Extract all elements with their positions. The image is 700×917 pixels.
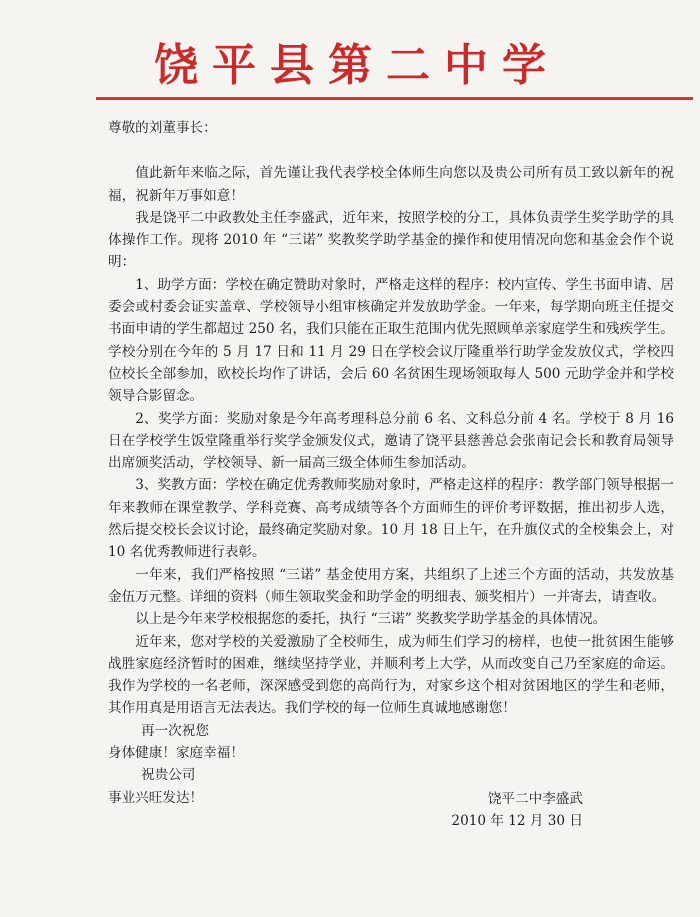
paragraph-student-aid: 1、助学方面：学校在确定赞助对象时，严格走这样的程序：校内宣传、学生书面申请、居委会或村委会证实盖章、学校领导小组审核确定并发放助学金。一年来，每学期向班主任提交书面申请的学生都超过 250 名，我们只能在正取生范围内优先照顾单亲家庭学生和残疾学生。学校分别在今年的 5 月 17 日和 11 月 29 日在学校会议厅隆重举行助学金发放仪式，学校四位校长全部参加，欧校长均作了讲话，会后 60 名贫困生现场领取每人 500 元助学金并和学校领导合影留念。	[108, 276, 674, 405]
closing-health-line: 身体健康！家庭幸福！	[108, 745, 244, 762]
closing-wish-line: 再一次祝您	[141, 722, 209, 739]
paragraph-scholarship: 2、奖学方面：奖励对象是今年高考理科总分前 6 名、文科总分前 4 名。学校于 8 月 16 日在学校学生饭堂隆重举行奖学金颁发仪式，邀请了饶平县慈善总会张南记会长和教育局领导出席颁奖活动，学校领导、新一届高三级全体师生参加活动。	[108, 410, 674, 472]
letterhead-divider	[96, 97, 693, 100]
sender-name: 饶平二中李盛武	[487, 791, 583, 807]
closing-prosperity-line: 事业兴旺发达！	[108, 789, 204, 806]
paragraph-thanks: 近年来，您对学校的关爱激励了全校师生，成为师生们学习的榜样，也使一批贫困生能够战胜家庭经济暂时的困难，继续坚持学业，并顺利考上大学，从而改变自己乃至家庭的命运。我作为学校的一名老师，深深感受到您的高尚行为，对家乡这个相对贫困地区的学生和老师，其作用真是用语言无法表达。我们学校的每一位师生真诚地感谢您！	[108, 633, 674, 717]
paragraph-introduction: 我是饶平二中政教处主任李盛武，近年来，按照学校的分工，具体负责学生奖学助学的具体操作工作。现将 2010 年 “三诺” 奖教奖学助学基金的操作和使用情况向您和基金会作个说明：	[108, 209, 674, 271]
paragraph-teacher-award: 3、奖教方面：学校在确定优秀教师奖励对象时，严格走这样的程序：教学部门领导根据一年来教师在课堂教学、学科竞赛、高考成绩等各个方面师生的评价考评数据，推出初步人选，然后提交校长会议讨论，最终确定奖励对象。10 月 18 日上午，在升旗仪式的全校集会上，对 10 名优秀教师进行表彰。	[108, 477, 674, 561]
salutation: 尊敬的刘董事长：	[108, 120, 217, 136]
paragraph-greeting: 值此新年来临之际，首先谨让我代表学校全体师生向您以及贵公司所有员工致以新年的祝福，祝新年万事如意！	[108, 165, 674, 204]
letter-date: 2010 年 12 月 30 日	[451, 813, 583, 830]
letterhead-title: 饶平县第二中学	[154, 40, 560, 91]
signature-block	[451, 788, 583, 833]
paragraph-fund-summary: 一年来，我们严格按照 “三诺” 基金使用方案，共组织了上述三个方面的活动，共发放基金伍万元整。详细的资料（师生领取奖金和助学金的明细表、颁奖相片）一并寄去，请查收。	[108, 566, 674, 605]
closing-company-line: 祝贵公司	[141, 767, 196, 784]
paragraph-conclusion: 以上是今年来学校根据您的委托，执行 “三诺” 奖教奖学助学基金的具体情况。	[135, 611, 607, 628]
letter-body	[108, 117, 674, 809]
